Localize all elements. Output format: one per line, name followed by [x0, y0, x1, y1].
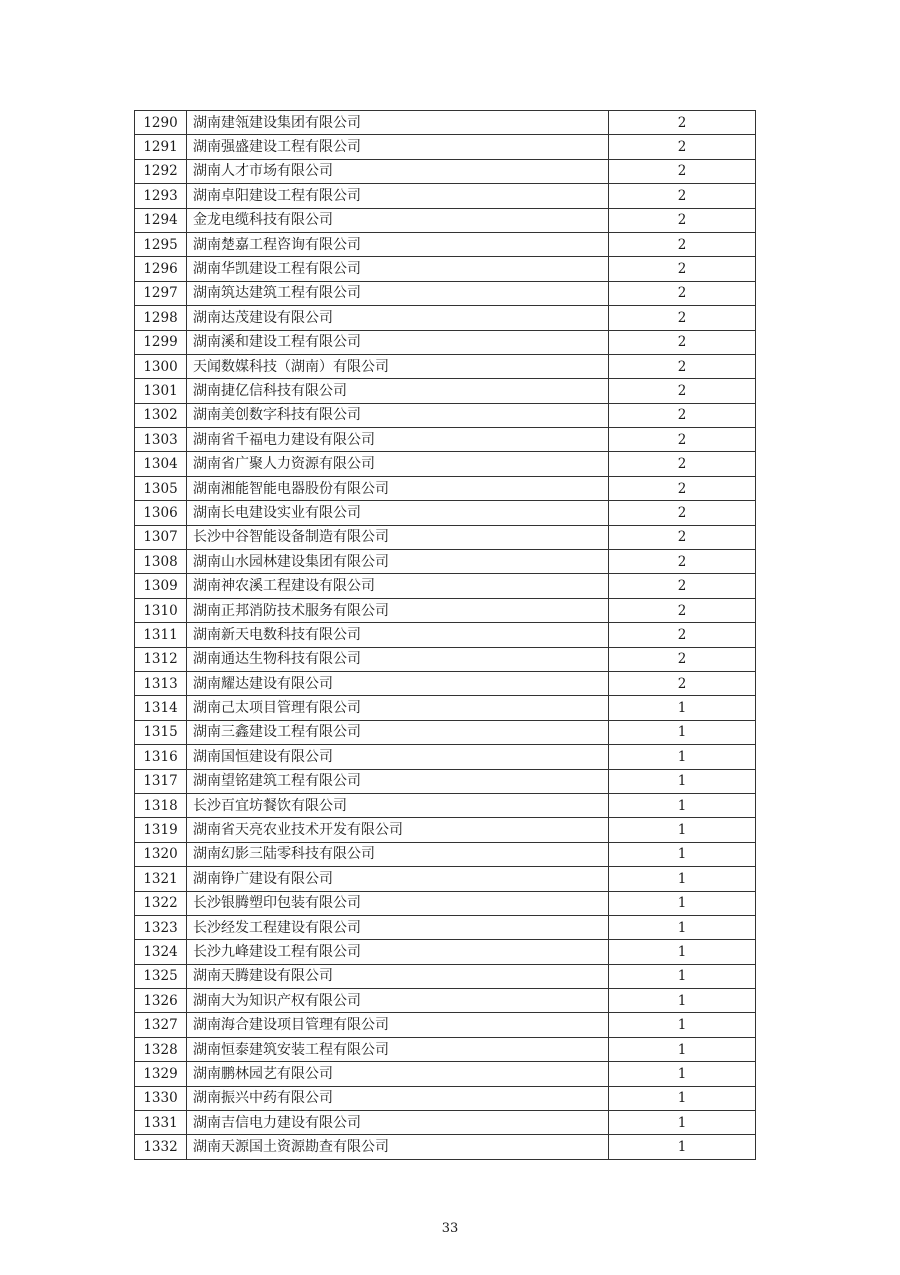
- page-number: 33: [441, 1221, 459, 1236]
- company-name: 湖南强盛建设工程有限公司: [187, 135, 609, 159]
- table-row: [135, 696, 756, 720]
- count-value: 2: [609, 550, 756, 574]
- company-name: 湖南幻影三陆零科技有限公司: [187, 842, 609, 866]
- table-row: [135, 720, 756, 744]
- row-number: 1299: [135, 330, 187, 354]
- count-value: 2: [609, 257, 756, 281]
- table-row: [135, 1086, 756, 1110]
- count-value: 1: [609, 915, 756, 939]
- company-name: 湖南海合建设项目管理有限公司: [187, 1013, 609, 1037]
- company-name: 湖南新天电数科技有限公司: [187, 623, 609, 647]
- count-value: 1: [609, 720, 756, 744]
- count-value: 1: [609, 769, 756, 793]
- row-number: 1293: [135, 184, 187, 208]
- count-value: 1: [609, 1086, 756, 1110]
- company-name: 湖南恒泰建筑安装工程有限公司: [187, 1037, 609, 1061]
- count-value: 1: [609, 867, 756, 891]
- table-row: [135, 281, 756, 305]
- row-number: 1301: [135, 379, 187, 403]
- table-row: [135, 135, 756, 159]
- table-row: [135, 452, 756, 476]
- count-value: 2: [609, 330, 756, 354]
- count-value: 2: [609, 184, 756, 208]
- company-name: 湖南国恒建设有限公司: [187, 745, 609, 769]
- row-number: 1332: [135, 1135, 187, 1159]
- table-row: [135, 428, 756, 452]
- table-row: [135, 330, 756, 354]
- table-row: [135, 1062, 756, 1086]
- table-row: [135, 379, 756, 403]
- company-name: 湖南吉信电力建设有限公司: [187, 1111, 609, 1135]
- row-number: 1315: [135, 720, 187, 744]
- count-value: 2: [609, 574, 756, 598]
- count-value: 1: [609, 891, 756, 915]
- count-value: 2: [609, 111, 756, 135]
- table-row: [135, 940, 756, 964]
- count-value: 2: [609, 671, 756, 695]
- table-row: [135, 574, 756, 598]
- row-number: 1312: [135, 647, 187, 671]
- row-number: 1305: [135, 476, 187, 500]
- row-number: 1309: [135, 574, 187, 598]
- table-row: [135, 818, 756, 842]
- row-number: 1313: [135, 671, 187, 695]
- table-row: [135, 208, 756, 232]
- row-number: 1322: [135, 891, 187, 915]
- table-row: [135, 159, 756, 183]
- row-number: 1308: [135, 550, 187, 574]
- table-row: [135, 501, 756, 525]
- table-row: [135, 793, 756, 817]
- row-number: 1297: [135, 281, 187, 305]
- table-row: [135, 891, 756, 915]
- table-row: [135, 1013, 756, 1037]
- company-name: 湖南美创数字科技有限公司: [187, 403, 609, 427]
- company-name: 长沙经发工程建设有限公司: [187, 915, 609, 939]
- company-name: 湖南耀达建设有限公司: [187, 671, 609, 695]
- table-row: [135, 598, 756, 622]
- count-value: 2: [609, 501, 756, 525]
- table-row: [135, 769, 756, 793]
- count-value: 2: [609, 476, 756, 500]
- count-value: 1: [609, 1037, 756, 1061]
- row-number: 1306: [135, 501, 187, 525]
- company-name: 湖南己太项目管理有限公司: [187, 696, 609, 720]
- count-value: 1: [609, 989, 756, 1013]
- row-number: 1303: [135, 428, 187, 452]
- company-table: [134, 110, 756, 1160]
- company-name: 金龙电缆科技有限公司: [187, 208, 609, 232]
- company-name: 长沙九峰建设工程有限公司: [187, 940, 609, 964]
- count-value: 2: [609, 403, 756, 427]
- row-number: 1304: [135, 452, 187, 476]
- count-value: 2: [609, 452, 756, 476]
- table-row: [135, 964, 756, 988]
- row-number: 1330: [135, 1086, 187, 1110]
- company-name: 湖南华凯建设工程有限公司: [187, 257, 609, 281]
- row-number: 1331: [135, 1111, 187, 1135]
- count-value: 2: [609, 598, 756, 622]
- row-number: 1310: [135, 598, 187, 622]
- company-name: 湖南湘能智能电器股份有限公司: [187, 476, 609, 500]
- company-name: 湖南通达生物科技有限公司: [187, 647, 609, 671]
- table-row: [135, 647, 756, 671]
- company-name: 湖南达茂建设有限公司: [187, 306, 609, 330]
- row-number: 1296: [135, 257, 187, 281]
- company-name: 湖南天源国土资源勘查有限公司: [187, 1135, 609, 1159]
- row-number: 1318: [135, 793, 187, 817]
- row-number: 1327: [135, 1013, 187, 1037]
- table-row: [135, 111, 756, 135]
- table-row: [135, 867, 756, 891]
- company-name: 湖南神农溪工程建设有限公司: [187, 574, 609, 598]
- row-number: 1311: [135, 623, 187, 647]
- row-number: 1325: [135, 964, 187, 988]
- company-name: 湖南振兴中药有限公司: [187, 1086, 609, 1110]
- count-value: 1: [609, 696, 756, 720]
- count-value: 2: [609, 428, 756, 452]
- table-row: [135, 525, 756, 549]
- company-name: 湖南楚嘉工程咨询有限公司: [187, 232, 609, 256]
- row-number: 1295: [135, 232, 187, 256]
- row-number: 1323: [135, 915, 187, 939]
- table-row: [135, 671, 756, 695]
- row-number: 1326: [135, 989, 187, 1013]
- count-value: 1: [609, 842, 756, 866]
- row-number: 1316: [135, 745, 187, 769]
- count-value: 2: [609, 135, 756, 159]
- company-name: 湖南山水园林建设集团有限公司: [187, 550, 609, 574]
- company-name: 长沙中谷智能设备制造有限公司: [187, 525, 609, 549]
- table-row: [135, 745, 756, 769]
- company-name: 天闻数媒科技（湖南）有限公司: [187, 354, 609, 378]
- count-value: 2: [609, 306, 756, 330]
- company-name: 长沙银腾塑印包装有限公司: [187, 891, 609, 915]
- company-name: 湖南人才市场有限公司: [187, 159, 609, 183]
- table-row: [135, 403, 756, 427]
- count-value: 1: [609, 1062, 756, 1086]
- row-number: 1292: [135, 159, 187, 183]
- table-row: [135, 184, 756, 208]
- company-name: 湖南溪和建设工程有限公司: [187, 330, 609, 354]
- company-name: 湖南望铭建筑工程有限公司: [187, 769, 609, 793]
- row-number: 1291: [135, 135, 187, 159]
- company-name: 湖南捷亿信科技有限公司: [187, 379, 609, 403]
- row-number: 1290: [135, 111, 187, 135]
- row-number: 1319: [135, 818, 187, 842]
- table-row: [135, 354, 756, 378]
- count-value: 1: [609, 1135, 756, 1159]
- count-value: 2: [609, 232, 756, 256]
- row-number: 1320: [135, 842, 187, 866]
- count-value: 1: [609, 745, 756, 769]
- company-name: 湖南长电建设实业有限公司: [187, 501, 609, 525]
- row-number: 1298: [135, 306, 187, 330]
- count-value: 1: [609, 1111, 756, 1135]
- company-name: 湖南三鑫建设工程有限公司: [187, 720, 609, 744]
- table-row: [135, 623, 756, 647]
- count-value: 2: [609, 379, 756, 403]
- row-number: 1314: [135, 696, 187, 720]
- row-number: 1317: [135, 769, 187, 793]
- table-row: [135, 306, 756, 330]
- count-value: 2: [609, 281, 756, 305]
- table-row: [135, 989, 756, 1013]
- company-name: 湖南建瓴建设集团有限公司: [187, 111, 609, 135]
- table-row: [135, 1111, 756, 1135]
- company-name: 湖南卓阳建设工程有限公司: [187, 184, 609, 208]
- company-name: 湖南鹏林园艺有限公司: [187, 1062, 609, 1086]
- count-value: 1: [609, 818, 756, 842]
- count-value: 2: [609, 159, 756, 183]
- count-value: 2: [609, 647, 756, 671]
- company-name: 长沙百宜坊餐饮有限公司: [187, 793, 609, 817]
- row-number: 1294: [135, 208, 187, 232]
- row-number: 1329: [135, 1062, 187, 1086]
- count-value: 2: [609, 354, 756, 378]
- company-name: 湖南正邦消防技术服务有限公司: [187, 598, 609, 622]
- table-row: [135, 1135, 756, 1159]
- table-row: [135, 550, 756, 574]
- row-number: 1324: [135, 940, 187, 964]
- company-name: 湖南省广聚人力资源有限公司: [187, 452, 609, 476]
- company-name: 湖南铮广建设有限公司: [187, 867, 609, 891]
- company-name: 湖南天腾建设有限公司: [187, 964, 609, 988]
- count-value: 2: [609, 623, 756, 647]
- table-row: [135, 915, 756, 939]
- table-row: [135, 1037, 756, 1061]
- row-number: 1321: [135, 867, 187, 891]
- count-value: 1: [609, 1013, 756, 1037]
- table-body: [135, 111, 756, 1160]
- count-value: 1: [609, 793, 756, 817]
- count-value: 1: [609, 940, 756, 964]
- count-value: 2: [609, 208, 756, 232]
- company-name: 湖南省天亮农业技术开发有限公司: [187, 818, 609, 842]
- company-name: 湖南大为知识产权有限公司: [187, 989, 609, 1013]
- table-row: [135, 232, 756, 256]
- table-row: [135, 842, 756, 866]
- company-name: 湖南省千福电力建设有限公司: [187, 428, 609, 452]
- count-value: 1: [609, 964, 756, 988]
- table-row: [135, 476, 756, 500]
- company-name: 湖南筑达建筑工程有限公司: [187, 281, 609, 305]
- row-number: 1302: [135, 403, 187, 427]
- row-number: 1300: [135, 354, 187, 378]
- table-row: [135, 257, 756, 281]
- count-value: 2: [609, 525, 756, 549]
- row-number: 1328: [135, 1037, 187, 1061]
- row-number: 1307: [135, 525, 187, 549]
